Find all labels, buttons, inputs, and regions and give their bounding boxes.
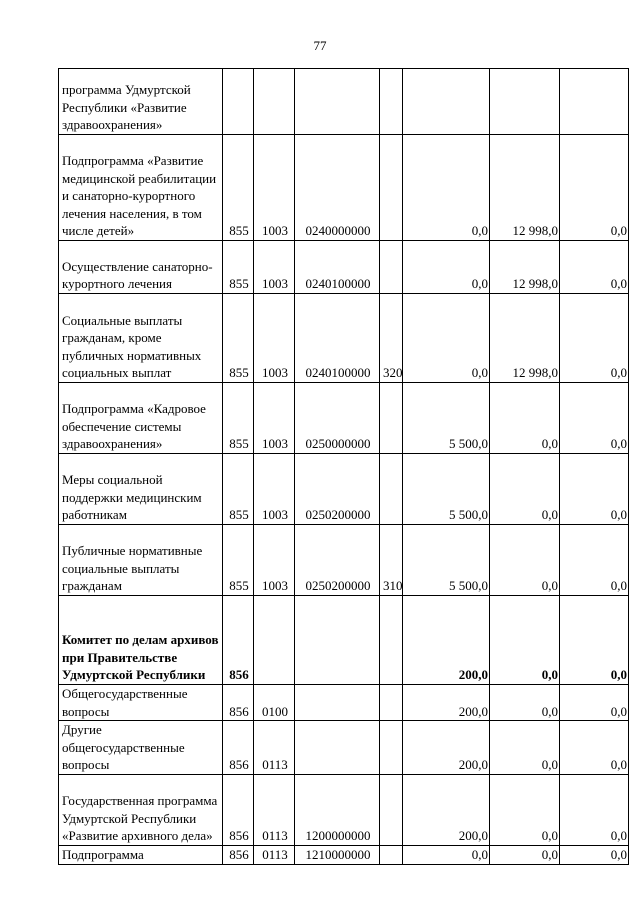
- amount-year-2-cell: [490, 69, 560, 135]
- expense-type-code-cell: [380, 721, 403, 775]
- target-article-code-cell: 0240100000: [295, 294, 380, 383]
- section-code-cell: 1003: [254, 241, 295, 294]
- amount-year-1-cell: 200,0: [403, 685, 490, 721]
- amount-year-3-cell: 0,0: [560, 241, 629, 294]
- row-name-cell: Осуществление санаторно-курортного лечения: [59, 241, 223, 294]
- ministry-code-cell: 855: [223, 383, 254, 454]
- ministry-code-cell: 855: [223, 525, 254, 596]
- amount-year-2-cell: 0,0: [490, 845, 560, 864]
- expense-type-code-cell: [380, 69, 403, 135]
- target-article-code-cell: 0250200000: [295, 525, 380, 596]
- amount-year-2-cell: 0,0: [490, 454, 560, 525]
- row-name-cell: Меры социальной поддержки медицинским работникам: [59, 454, 223, 525]
- table-body: [59, 69, 629, 865]
- amount-year-1-cell: 200,0: [403, 721, 490, 775]
- target-article-code-cell: 0250000000: [295, 383, 380, 454]
- expense-type-code-cell: [380, 685, 403, 721]
- amount-year-1-cell: 0,0: [403, 845, 490, 864]
- ministry-code-cell: 855: [223, 241, 254, 294]
- amount-year-3-cell: 0,0: [560, 135, 629, 241]
- ministry-code-cell: 855: [223, 135, 254, 241]
- ministry-code-cell: 856: [223, 845, 254, 864]
- table-row: [59, 845, 629, 864]
- ministry-code-cell: 856: [223, 685, 254, 721]
- expense-type-code-cell: [380, 454, 403, 525]
- table-row: [59, 774, 629, 845]
- target-article-code-cell: 0240100000: [295, 241, 380, 294]
- amount-year-1-cell: 0,0: [403, 241, 490, 294]
- amount-year-2-cell: 0,0: [490, 596, 560, 685]
- amount-year-2-cell: 0,0: [490, 774, 560, 845]
- ministry-code-cell: [223, 69, 254, 135]
- row-name-cell: Подпрограмма: [59, 845, 223, 864]
- expense-type-code-cell: [380, 774, 403, 845]
- amount-year-2-cell: 12 998,0: [490, 241, 560, 294]
- row-name-cell: Государственная программа Удмуртской Республики «Развитие архивного дела»: [59, 774, 223, 845]
- row-name-cell: Комитет по делам архивов при Правительстве Удмуртской Республики: [59, 596, 223, 685]
- table-row: [59, 685, 629, 721]
- ministry-code-cell: 855: [223, 294, 254, 383]
- table-row: [59, 454, 629, 525]
- expense-type-code-cell: 310: [380, 525, 403, 596]
- amount-year-1-cell: 200,0: [403, 774, 490, 845]
- expense-type-code-cell: [380, 596, 403, 685]
- amount-year-3-cell: 0,0: [560, 454, 629, 525]
- section-code-cell: 1003: [254, 294, 295, 383]
- amount-year-2-cell: 12 998,0: [490, 135, 560, 241]
- amount-year-2-cell: 0,0: [490, 685, 560, 721]
- ministry-code-cell: 856: [223, 596, 254, 685]
- budget-table: [58, 68, 629, 865]
- target-article-code-cell: 1200000000: [295, 774, 380, 845]
- amount-year-3-cell: 0,0: [560, 845, 629, 864]
- expense-type-code-cell: 320: [380, 294, 403, 383]
- amount-year-1-cell: 5 500,0: [403, 383, 490, 454]
- table-row: [59, 383, 629, 454]
- section-code-cell: 1003: [254, 525, 295, 596]
- target-article-code-cell: 0250200000: [295, 454, 380, 525]
- target-article-code-cell: 1210000000: [295, 845, 380, 864]
- amount-year-3-cell: 0,0: [560, 721, 629, 775]
- row-name-cell: Подпрограмма «Кадровое обеспечение системы здравоохранения»: [59, 383, 223, 454]
- table-row: [59, 596, 629, 685]
- row-name-cell: Социальные выплаты гражданам, кроме публичных нормативных социальных выплат: [59, 294, 223, 383]
- target-article-code-cell: [295, 69, 380, 135]
- amount-year-3-cell: 0,0: [560, 774, 629, 845]
- amount-year-1-cell: [403, 69, 490, 135]
- row-name-cell: Другие общегосударственные вопросы: [59, 721, 223, 775]
- row-name-cell: программа Удмуртской Республики «Развитие здравоохранения»: [59, 69, 223, 135]
- amount-year-3-cell: 0,0: [560, 294, 629, 383]
- expense-type-code-cell: [380, 383, 403, 454]
- target-article-code-cell: [295, 721, 380, 775]
- table-row: [59, 721, 629, 775]
- expense-type-code-cell: [380, 135, 403, 241]
- section-code-cell: 1003: [254, 454, 295, 525]
- amount-year-3-cell: 0,0: [560, 525, 629, 596]
- target-article-code-cell: 0240000000: [295, 135, 380, 241]
- section-code-cell: 1003: [254, 383, 295, 454]
- amount-year-2-cell: 0,0: [490, 525, 560, 596]
- ministry-code-cell: 856: [223, 774, 254, 845]
- amount-year-1-cell: 0,0: [403, 294, 490, 383]
- ministry-code-cell: 856: [223, 721, 254, 775]
- section-code-cell: [254, 596, 295, 685]
- row-name-cell: Общегосударственные вопросы: [59, 685, 223, 721]
- section-code-cell: 0113: [254, 721, 295, 775]
- row-name-cell: Публичные нормативные социальные выплаты гражданам: [59, 525, 223, 596]
- amount-year-1-cell: 200,0: [403, 596, 490, 685]
- amount-year-3-cell: 0,0: [560, 685, 629, 721]
- section-code-cell: 0100: [254, 685, 295, 721]
- amount-year-1-cell: 0,0: [403, 135, 490, 241]
- target-article-code-cell: [295, 596, 380, 685]
- section-code-cell: 0113: [254, 774, 295, 845]
- amount-year-2-cell: 0,0: [490, 721, 560, 775]
- table-row: [59, 241, 629, 294]
- table-row: [59, 69, 629, 135]
- amount-year-3-cell: 0,0: [560, 383, 629, 454]
- amount-year-2-cell: 0,0: [490, 383, 560, 454]
- target-article-code-cell: [295, 685, 380, 721]
- expense-type-code-cell: [380, 241, 403, 294]
- table-row: [59, 135, 629, 241]
- row-name-cell: Подпрограмма «Развитие медицинской реабилитации и санаторно-курортного лечения населения, в том числе детей»: [59, 135, 223, 241]
- table-row: [59, 525, 629, 596]
- amount-year-3-cell: [560, 69, 629, 135]
- amount-year-2-cell: 12 998,0: [490, 294, 560, 383]
- section-code-cell: 1003: [254, 135, 295, 241]
- amount-year-1-cell: 5 500,0: [403, 525, 490, 596]
- section-code-cell: [254, 69, 295, 135]
- amount-year-3-cell: 0,0: [560, 596, 629, 685]
- amount-year-1-cell: 5 500,0: [403, 454, 490, 525]
- table-row: [59, 294, 629, 383]
- section-code-cell: 0113: [254, 845, 295, 864]
- expense-type-code-cell: [380, 845, 403, 864]
- ministry-code-cell: 855: [223, 454, 254, 525]
- page-number: 77: [313, 38, 327, 53]
